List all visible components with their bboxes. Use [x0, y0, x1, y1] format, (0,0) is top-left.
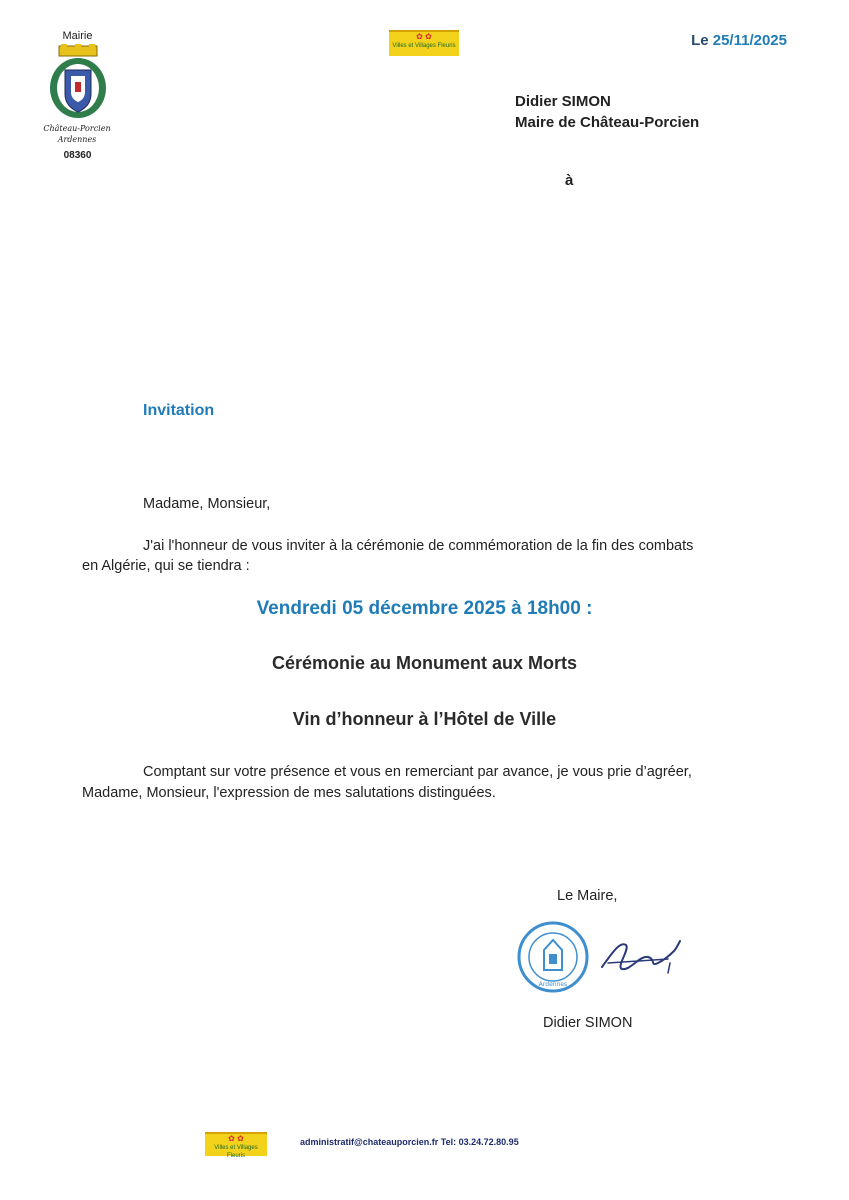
signature-name: Didier SIMON: [543, 1015, 633, 1031]
date-value: 25/11/2025: [712, 32, 787, 49]
town-name-ribbon: [30, 120, 125, 148]
svg-text:Ardennes: Ardennes: [538, 981, 568, 988]
footer-contact: administratif@chateauporcien.fr Tel: 03.24.72.80.95: [300, 1137, 519, 1147]
salutation: Madame, Monsieur,: [143, 496, 271, 512]
recipient-prefix: à: [565, 172, 574, 189]
svg-text:Ardennes: Ardennes: [57, 135, 97, 144]
flowers-icon: ✿ ✿: [416, 32, 432, 41]
badge-label: Villes et Villages Fleuris: [392, 43, 456, 49]
postal-code: 08360: [63, 150, 92, 161]
town-logo: [30, 30, 125, 161]
closing-line-1: Comptant sur votre présence et vous en remerciant par avance, je vous prie d’agréer,: [143, 764, 692, 780]
intro-line-2: en Algérie, qui se tiendra :: [82, 558, 250, 574]
handwritten-signature: [598, 933, 684, 981]
mairie-label: Mairie: [62, 30, 93, 42]
footer-villes-villages-fleuris-badge: [205, 1132, 267, 1159]
sender-block: [515, 91, 699, 133]
closing-line-2: Madame, Monsieur, l'expression de mes salutations distinguées.: [82, 785, 496, 801]
coat-of-arms-icon: [45, 44, 111, 122]
event-ceremony: Cérémonie au Monument aux Morts: [271, 653, 578, 673]
date-prefix: Le: [691, 32, 709, 49]
footer-flowers-icon: ✿ ✿: [228, 1134, 244, 1143]
sender-name: Didier SIMON: [515, 93, 611, 110]
official-stamp: [516, 920, 590, 994]
footer-badge-label: Villes et Villages Fleuris: [214, 1145, 258, 1159]
event-date: Vendredi 05 décembre 2025 à 18h00 :: [256, 598, 593, 619]
intro-line-1: J'ai l'honneur de vous inviter à la cérémonie de commémoration de la fin des combats: [143, 538, 694, 554]
svg-text:Château-Porcien: Château-Porcien: [43, 124, 111, 133]
signature-role: Le Maire,: [557, 888, 618, 904]
event-reception: Vin d’honneur à l’Hôtel de Ville: [292, 709, 557, 729]
sender-title: Maire de Château-Porcien: [515, 114, 700, 131]
villes-villages-fleuris-badge: [389, 30, 459, 56]
letter-date: [691, 32, 787, 49]
subject-heading: Invitation: [143, 402, 215, 419]
